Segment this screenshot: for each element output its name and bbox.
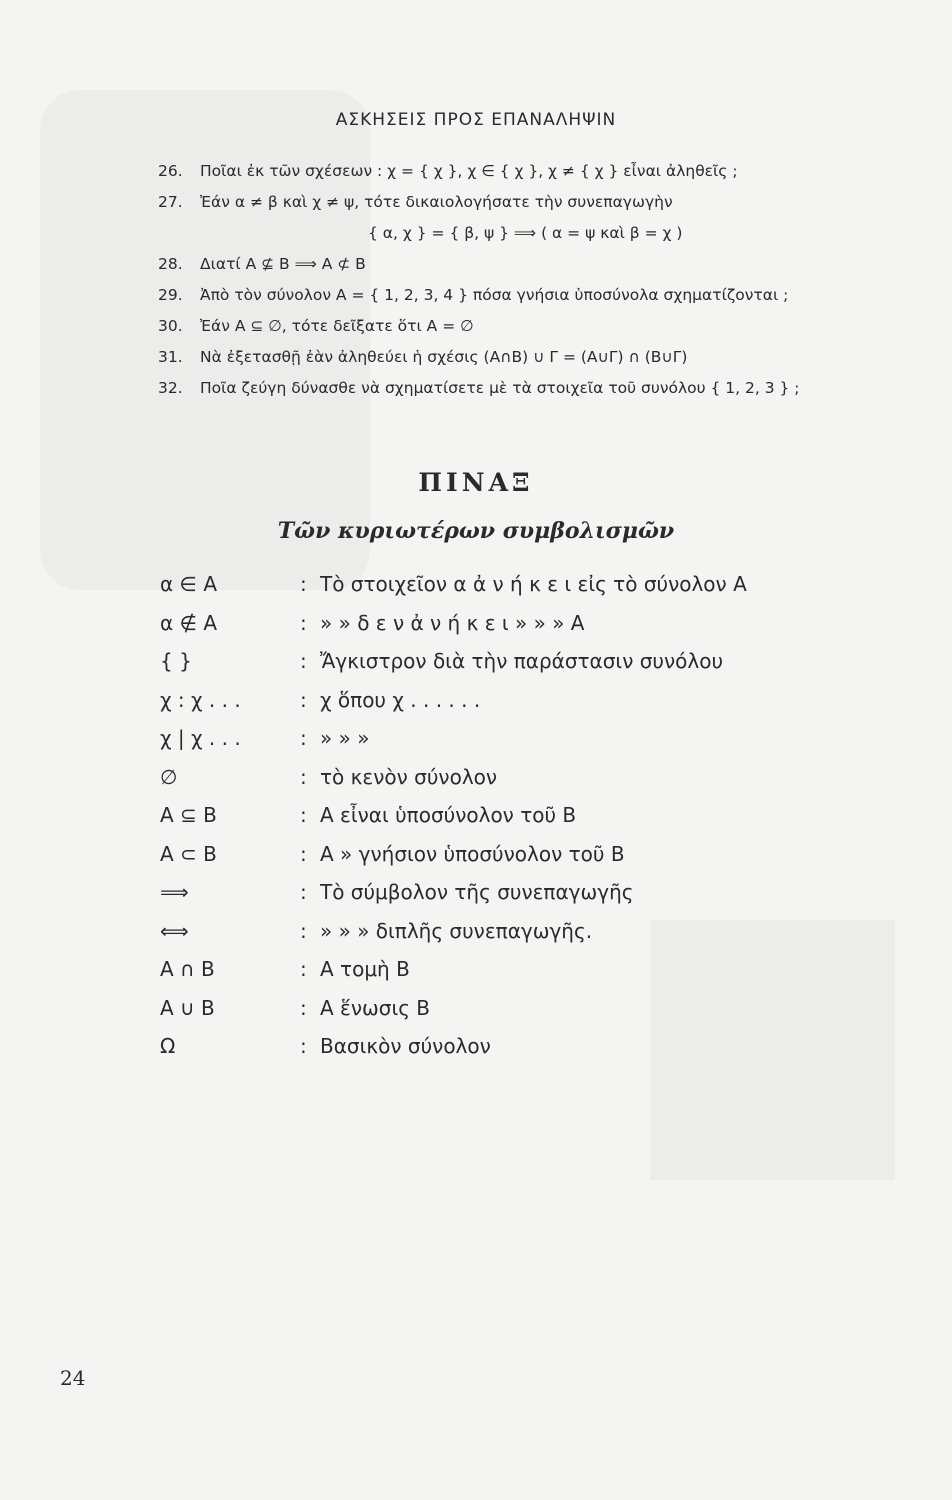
- symbol: A ∩ B: [160, 957, 215, 982]
- exercise-item: [158, 286, 938, 317]
- symbol: α ∈ A: [160, 572, 218, 597]
- symbol-meaning: Τὸ σύμβολον τῆς συνεπαγωγῆς: [320, 880, 634, 905]
- separator: :: [300, 649, 307, 674]
- separator: :: [300, 803, 307, 828]
- symbol-meaning: τὸ κενὸν σύνολον: [320, 764, 498, 789]
- separator: :: [300, 572, 307, 597]
- exercise-number: 32.: [158, 379, 183, 397]
- symbol-meaning: A εἶναι ὑποσύνολον τοῦ B: [320, 803, 577, 828]
- symbol-row: [160, 604, 900, 643]
- symbol-meaning: Τὸ στοιχεῖον α ἀ ν ή κ ε ι εἰς τὸ σύνολον A: [320, 572, 747, 597]
- symbol-meaning: » » δ ε ν ἀ ν ή κ ε ι » » » A: [320, 610, 585, 635]
- exercise-list: [158, 162, 938, 410]
- separator: :: [300, 1034, 307, 1059]
- exercise-number: 31.: [158, 348, 183, 366]
- separator: :: [300, 687, 307, 712]
- table-title: ΠΙΝΑΞ: [418, 468, 534, 497]
- exercise-text: Νὰ ἐξετασθῇ ἐὰν ἀληθεύει ἡ σχέσις (A∩B) ∪ Γ = (A∪Γ) ∩ (B∪Γ): [200, 348, 688, 366]
- symbol-row: [160, 912, 900, 951]
- exercise-number: 27.: [158, 193, 183, 211]
- separator: :: [300, 880, 307, 905]
- exercise-text: { α, χ } = { β, ψ } ⟹ ( α = ψ καὶ β = χ ): [368, 224, 683, 242]
- symbol-row: [160, 1027, 900, 1066]
- symbol-meaning: » » » διπλῆς συνεπαγωγῆς.: [320, 918, 593, 943]
- symbol-meaning: A » γνήσιον ὑποσύνολον τοῦ B: [320, 841, 625, 866]
- symbol-row: [160, 873, 900, 912]
- separator: :: [300, 726, 307, 751]
- page-header: ΑΣΚΗΣΕΙΣ ΠΡΟΣ ΕΠΑΝΑΛΗΨΙΝ: [335, 110, 617, 130]
- symbol-row: [160, 758, 900, 797]
- symbol-row: [160, 681, 900, 720]
- exercise-text: Διατί A ⊈ B ⟹ A ⊄ B: [200, 255, 366, 273]
- symbol-meaning: A ἕνωσις B: [320, 995, 431, 1020]
- symbol: Ω: [160, 1034, 176, 1059]
- exercise-item: [158, 379, 938, 410]
- symbol-meaning: » » »: [320, 726, 370, 751]
- symbol: A ⊂ B: [160, 841, 217, 866]
- page-number: 24: [60, 1366, 86, 1390]
- exercise-item: [158, 162, 938, 193]
- symbol: A ⊆ B: [160, 803, 217, 828]
- exercise-continuation: [158, 224, 938, 255]
- symbol: χ : χ . . .: [160, 687, 241, 712]
- separator: :: [300, 610, 307, 635]
- separator: :: [300, 841, 307, 866]
- symbol-row: [160, 719, 900, 758]
- symbol-meaning: Ἄγκιστρον διὰ τὴν παράστασιν συνόλου: [320, 649, 724, 674]
- symbol-row: [160, 796, 900, 835]
- symbol: { }: [160, 649, 192, 674]
- symbol-meaning: A τομὴ B: [320, 957, 410, 982]
- exercise-item: [158, 317, 938, 348]
- symbol-table: [160, 565, 900, 1066]
- symbol-row: [160, 950, 900, 989]
- separator: :: [300, 957, 307, 982]
- symbol: ∅: [160, 764, 178, 789]
- table-subtitle: Τῶν κυριωτέρων συμβολισμῶν: [277, 518, 675, 544]
- symbol-meaning: Βασικὸν σύνολον: [320, 1034, 491, 1059]
- symbol: α ∉ A: [160, 610, 218, 635]
- exercise-item: [158, 255, 938, 286]
- symbol: χ | χ . . .: [160, 726, 241, 751]
- exercise-text: Ἐάν α ≠ β καὶ χ ≠ ψ, τότε δικαιολογήσατε τὴν συνεπαγωγὴν: [200, 193, 673, 211]
- exercise-number: 26.: [158, 162, 183, 180]
- separator: :: [300, 995, 307, 1020]
- separator: :: [300, 918, 307, 943]
- exercise-item: [158, 348, 938, 379]
- exercise-item: [158, 193, 938, 224]
- symbol-row: [160, 835, 900, 874]
- symbol-meaning: χ ὅπου χ . . . . . .: [320, 687, 481, 712]
- symbol: ⟹: [160, 880, 189, 905]
- exercise-number: 28.: [158, 255, 183, 273]
- symbol: ⟺: [160, 918, 189, 943]
- separator: :: [300, 764, 307, 789]
- exercise-text: Ἐάν A ⊆ ∅, τότε δεῖξατε ὅτι A = ∅: [200, 317, 474, 335]
- symbol-row: [160, 642, 900, 681]
- exercise-number: 29.: [158, 286, 183, 304]
- symbol-row: [160, 565, 900, 604]
- exercise-text: Ἀπὸ τὸν σύνολον A = { 1, 2, 3, 4 } πόσα γνήσια ὑποσύνολα σχηματίζονται ;: [200, 286, 789, 304]
- exercise-number: 30.: [158, 317, 183, 335]
- symbol: A ∪ B: [160, 995, 215, 1020]
- exercise-text: Ποῖα ζεύγη δύνασθε νὰ σχηματίσετε μὲ τὰ στοιχεῖα τοῦ συνόλου { 1, 2, 3 } ;: [200, 379, 800, 397]
- exercise-text: Ποῖαι ἐκ τῶν σχέσεων : χ = { χ }, χ ∈ { χ }, χ ≠ { χ } εἶναι ἀληθεῖς ;: [200, 162, 738, 180]
- symbol-row: [160, 989, 900, 1028]
